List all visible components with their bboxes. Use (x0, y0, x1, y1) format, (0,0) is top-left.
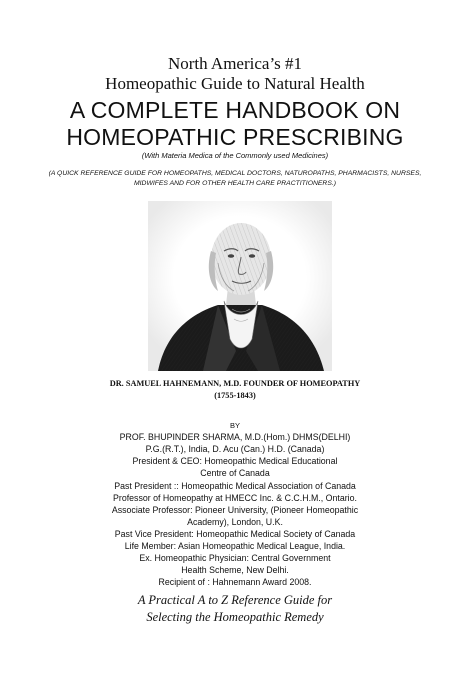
author-credential-line: President & CEO: Homeopathic Medical Educational (132, 456, 338, 466)
author-credential-line: Past President :: Homeopathic Medical Association of Canada (114, 481, 356, 491)
author-credential-line: Health Scheme, New Delhi. (181, 565, 289, 575)
author-credential-line: Professor of Homeopathy at HMECC Inc. & C.C.H.M., Ontario. (113, 493, 357, 503)
quick-reference-line-1: (A QUICK REFERENCE GUIDE FOR HOMEOPATHS, MEDICAL DOCTORS, NATUROPATHS, PHARMACISTS, NURSES, (48, 170, 422, 177)
portrait-engraving-icon (148, 201, 332, 371)
author-credential-line: Academy), London, U.K. (187, 517, 283, 527)
book-title-line-1: A COMPLETE HANDBOOK ON (69, 97, 401, 123)
book-title-line-2: HOMEOPATHIC PRESCRIBING (66, 124, 404, 150)
book-subtitle: (With Materia Medica of the Commonly used Medicines) (141, 151, 329, 160)
author-credential-line: PROF. BHUPINDER SHARMA, M.D.(Hom.) DHMS(DELHI) (119, 432, 351, 442)
portrait-caption-years: (1755-1843) (214, 391, 256, 400)
author-credential-line: Life Member: Asian Homeopathic Medical League, India. (124, 541, 346, 551)
author-credential-line: Recipient of : Hahnemann Award 2008. (158, 577, 312, 587)
tagline-line-1: A Practical A to Z Reference Guide for (137, 593, 333, 607)
tagline-line-2: Selecting the Homeopathic Remedy (146, 610, 324, 624)
header-line-1: North America’s #1 (167, 54, 303, 73)
portrait-caption-name: DR. SAMUEL HAHNEMANN, M.D. FOUNDER OF HOMEOPATHY (109, 379, 361, 388)
author-credential-line: Centre of Canada (200, 468, 270, 478)
author-credential-line: Associate Professor: Pioneer University, (Pioneer Homeopathic (111, 505, 359, 515)
author-by-label: BY (229, 421, 240, 430)
author-credential-line: P.G.(R.T.), India, D. Acu (Can.) H.D. (Canada) (145, 444, 325, 454)
quick-reference-line-2: MIDWIFES AND FOR OTHER HEALTH CARE PRACTITIONERS.) (133, 180, 337, 187)
header-line-2: Homeopathic Guide to Natural Health (105, 74, 365, 93)
author-credential-line: Past Vice President: Homeopathic Medical Society of Canada (114, 529, 356, 539)
author-credential-line: Ex. Homeopathic Physician: Central Government (139, 553, 331, 563)
